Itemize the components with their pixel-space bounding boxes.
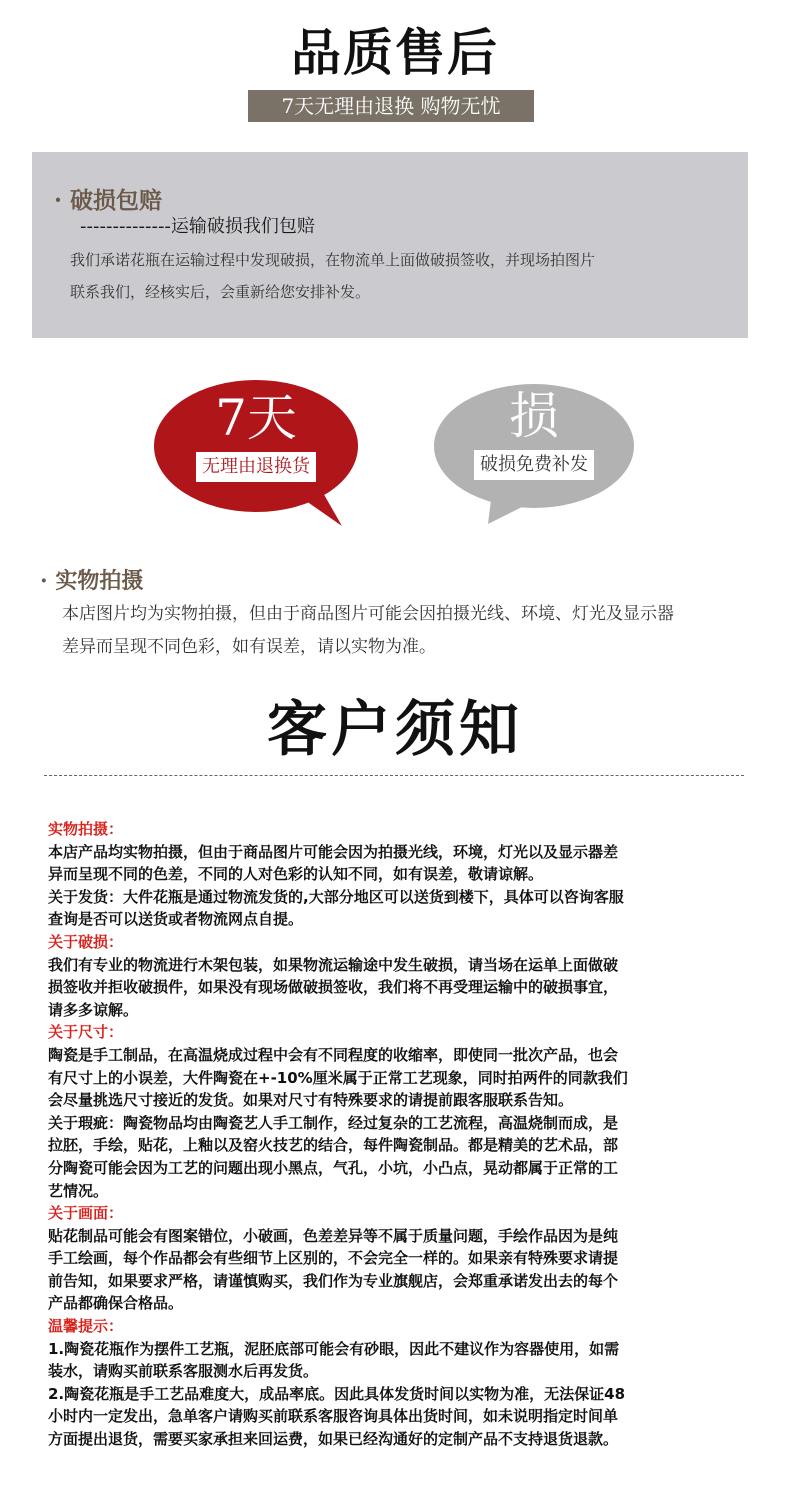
damage-guarantee-box (32, 152, 748, 338)
notice-line: 产品都确保合格品。 (48, 1294, 184, 1313)
notice-line: 2.陶瓷花瓶是手工艺品难度大，成品率底。因此具体发货时间以实物为准，无法保证48 (48, 1384, 626, 1403)
notice-line: 手工绘画，每个作品都会有些细节上区别的，不会完全一样的。如果亲有特殊要求请提 (48, 1249, 619, 1268)
bubble-big-text: 7天 (215, 389, 297, 447)
notice-line: 本店产品均实物拍摄，但由于商品图片可能会因为拍摄光线，环境，灯光以及显示器差 (48, 842, 619, 861)
notice-line: 前告知，如果要求严格，请谨慎购买，我们作为专业旗舰店，会郑重承诺发出去的每个 (48, 1271, 619, 1290)
damage-reship-bubble (428, 382, 640, 532)
damage-body-line: 联系我们，经核实后，会重新给您安排补发。 (70, 283, 371, 301)
notice-line: 1.陶瓷花瓶作为摆件工艺瓶，泥胚底部可能会有砂眼，因此不建议作为容器使用，如需 (48, 1339, 620, 1358)
notice-line: 会尽量挑选尺寸接近的发货。如果对尺寸有特殊要求的请提前跟客服联系告知。 (48, 1091, 574, 1110)
bubble-label: 破损免费补发 (474, 450, 594, 480)
damage-heading: · 破损包赔 (54, 187, 163, 214)
bubble-big-text: 损 (509, 387, 559, 445)
notice-section-heading: 关于尺寸： (48, 1023, 124, 1042)
page-title: 品质售后 (291, 23, 499, 82)
photo-body-line: 本店图片均为实物拍摄，但由于商品图片可能会因拍摄光线、环境、灯光及显示器 (62, 604, 674, 624)
notice-line: 陶瓷是手工制品，在高温烧成过程中会有不同程度的收缩率，即使同一批次产品，也会 (48, 1045, 619, 1064)
notice-section-heading: 实物拍摄： (48, 820, 124, 838)
damage-body (70, 244, 730, 308)
notice-line: 查询是否可以送货或者物流网点自提。 (48, 910, 304, 929)
seven-day-return-bubble (146, 376, 366, 536)
notice-section-heading: 关于画面： (48, 1204, 124, 1223)
notice-line: 关于发货：大件花瓶是通过物流发货的,大部分地区可以送货到楼下，具体可以咨询客服 (48, 887, 624, 906)
notice-section-heading: 温馨提示： (48, 1317, 124, 1336)
notice-line: 小时内一定发出，急单客户请购买前联系客服咨询具体出货时间，如未说明指定时间单 (48, 1407, 619, 1426)
notice-line: 装水，请购买前联系客服测水后再发货。 (48, 1362, 319, 1381)
damage-subheading: --------------运输破损我们包赔 (80, 216, 315, 237)
photo-body (62, 598, 762, 664)
notice-line: 关于瑕疵：陶瓷物品均由陶瓷艺人手工制作，经过复杂的工艺流程，高温烧制而成，是 (48, 1113, 619, 1132)
notice-section-heading: 关于破损： (48, 932, 124, 951)
bubble-label: 无理由退换货 (196, 452, 316, 482)
notice-line: 请多多谅解。 (48, 1000, 139, 1019)
notice-line: 异而呈现不同的色差，不同的人对色彩的认知不同，如有误差，敬请谅解。 (48, 865, 544, 884)
notice-line: 贴花制品可能会有图案错位，小破画，色差差异等不属于质量问题，手绘作品因为是纯 (48, 1226, 619, 1245)
damage-body-line: 我们承诺花瓶在运输过程中发现破损，在物流单上面做破损签收，并现场拍图片 (70, 251, 596, 269)
photo-body-line: 差异而呈现不同色彩，如有误差，请以实物为准。 (62, 637, 436, 657)
notice-line: 拉胚，手绘，贴花，上釉以及窑火技艺的结合，每件陶瓷制品。都是精美的艺术品，部 (48, 1136, 619, 1155)
photo-heading: · 实物拍摄 (40, 568, 144, 594)
notice-title: 客户须知 (267, 695, 523, 765)
notice-line: 损签收并拒收破损件，如果没有现场做破损签收，我们将不再受理运输中的破损事宜， (48, 978, 619, 997)
notice-line: 艺情况。 (48, 1181, 109, 1200)
notice-line: 我们有专业的物流进行木架包装，如果物流运输途中发生破损，请当场在运单上面做破 (48, 955, 619, 974)
tagline-banner: 7天无理由退换 购物无忧 (248, 90, 534, 122)
notice-list (48, 818, 748, 1451)
notice-line: 方面提出退货，需要买家承担来回运费，如果已经沟通好的定制产品不支持退货退款。 (48, 1430, 619, 1449)
divider (44, 775, 744, 776)
notice-line: 分陶瓷可能会因为工艺的问题出现小黑点，气孔，小坑，小凸点，晃动都属于正常的工 (48, 1158, 619, 1177)
notice-line: 有尺寸上的小误差，大件陶瓷在+-10%厘米属于正常工艺现象，同时拍两件的同款我们 (48, 1068, 628, 1087)
